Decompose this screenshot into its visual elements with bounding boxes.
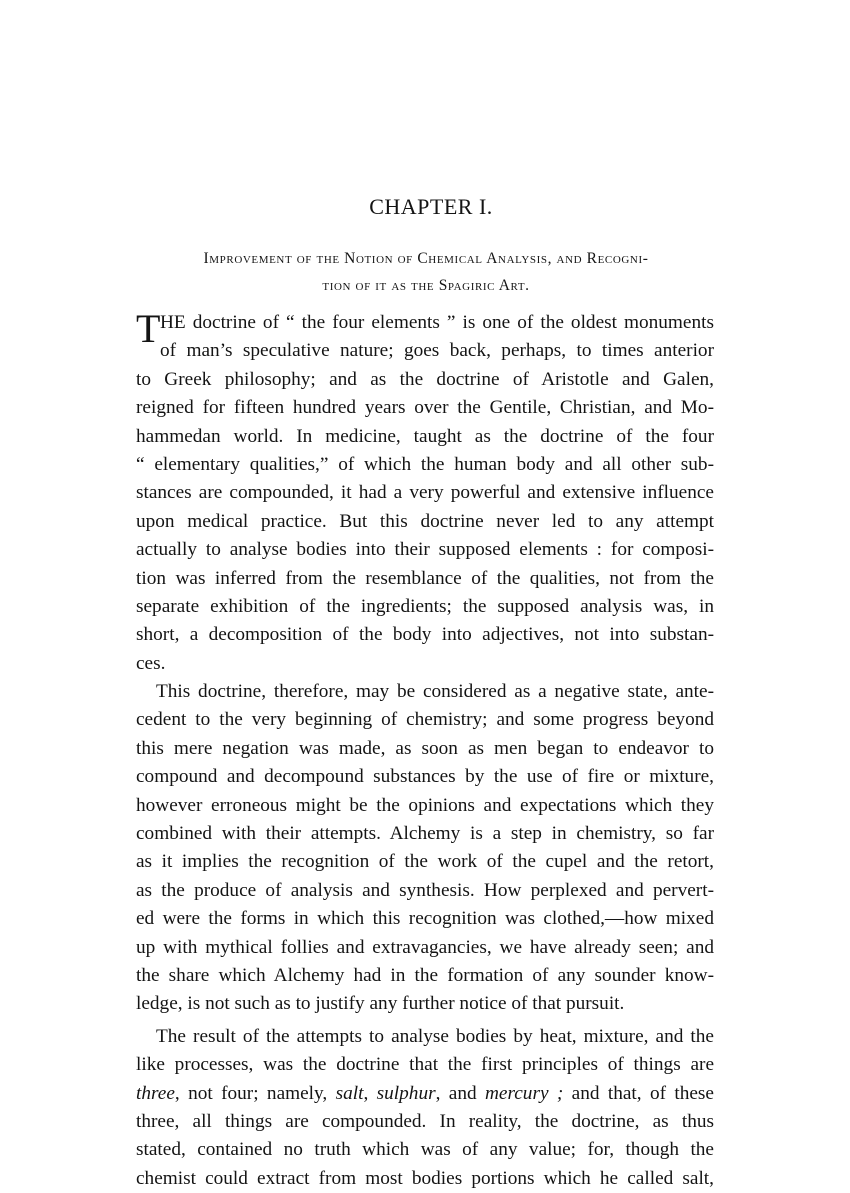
body-text — [136, 306, 714, 1193]
text-line: chemist could extract from most bodies portions which he called salt, — [136, 1167, 714, 1189]
text-line: “ elementary qualities,” of which the human body and all other sub- — [136, 453, 714, 475]
text-line: HE doctrine of “ the four elements ” is one of the oldest monuments — [160, 312, 714, 333]
text-line: reigned for fifteen hundred years over the Gentile, Christian, and Mo- — [136, 397, 714, 419]
text-line: like processes, was the doctrine that the first principles of things are — [136, 1054, 714, 1076]
italic-word: three — [136, 1082, 175, 1104]
text-line: ledge, is not such as to justify any further notice of that pursuit. — [136, 993, 625, 1015]
text-line: The result of the attempts to analyse bodies by heat, mixture, and the — [156, 1025, 714, 1047]
text-line: cedent to the very beginning of chemistry; and some progress beyond — [136, 709, 714, 731]
text-line: This doctrine, therefore, may be considered as a negative state, ante- — [156, 681, 714, 703]
subtitle-line: Improvement of the Notion of Chemical Analysis, and Recogni- — [203, 250, 649, 267]
text-line: this mere negation was made, as soon as men began to endeavor to — [136, 737, 714, 759]
text-line: combined with their attempts. Alchemy is a step in chemistry, so far — [136, 823, 714, 845]
text-line: ed were the forms in which this recognition was clothed,—how mixed — [136, 908, 714, 930]
subtitle-line: tion of it as the Spagiric Art. — [322, 277, 530, 294]
text-line: upon medical practice. But this doctrine never led to any attempt — [136, 510, 714, 532]
text-line: stated, contained no truth which was of any value; for, though the — [136, 1139, 714, 1161]
text-line: to Greek philosophy; and as the doctrine of Aristotle and Galen, — [136, 368, 714, 390]
paragraph-3 — [136, 1023, 714, 1193]
text-run: , — [363, 1082, 377, 1104]
text-line: short, a decomposition of the body into adjectives, not into substan- — [136, 624, 714, 646]
text-run: and that, of these — [563, 1082, 714, 1104]
chapter-title: CHAPTER I. — [369, 194, 493, 219]
text-line: ces. — [136, 652, 166, 674]
text-line: hammedan world. In medicine, taught as the doctrine of the four — [136, 425, 714, 447]
text-line: compound and decompound substances by the use of fire or mixture, — [136, 766, 714, 788]
text-run: , and — [435, 1082, 485, 1104]
drop-cap: T — [136, 306, 161, 351]
text-line-mixed — [136, 1080, 714, 1108]
text-line: three, all things are compounded. In reality, the doctrine, as thus — [136, 1110, 714, 1132]
text-line: as it implies the recognition of the work of the cupel and the retort, — [136, 851, 714, 873]
text-line: as the produce of analysis and synthesis. How perplexed and pervert- — [136, 879, 714, 901]
italic-word: sulphur — [376, 1082, 436, 1104]
italic-word: salt — [335, 1082, 364, 1104]
text-line: actually to analyse bodies into their supposed elements : for composi- — [136, 539, 714, 561]
text-line: up with mythical follies and extravagancies, we have already seen; and — [136, 936, 714, 958]
text-line: however erroneous might be the opinions and expectations which they — [136, 794, 714, 816]
text-line: tion was inferred from the resemblance of the qualities, not from the — [136, 567, 714, 589]
text-line: of man’s speculative nature; goes back, perhaps, to times anterior — [160, 340, 714, 362]
paragraph-1 — [136, 306, 714, 678]
text-line: separate exhibition of the ingredients; the supposed analysis was, in — [136, 595, 714, 617]
paragraph-2 — [136, 678, 714, 1019]
text-line: stances are compounded, it had a very powerful and extensive influence — [136, 482, 714, 504]
chapter-subtitle — [128, 245, 724, 299]
italic-word: mercury ; — [484, 1082, 564, 1104]
text-line: the share which Alchemy had in the formation of any sounder know- — [136, 964, 714, 986]
text-run: , not four; namely, — [174, 1082, 336, 1104]
